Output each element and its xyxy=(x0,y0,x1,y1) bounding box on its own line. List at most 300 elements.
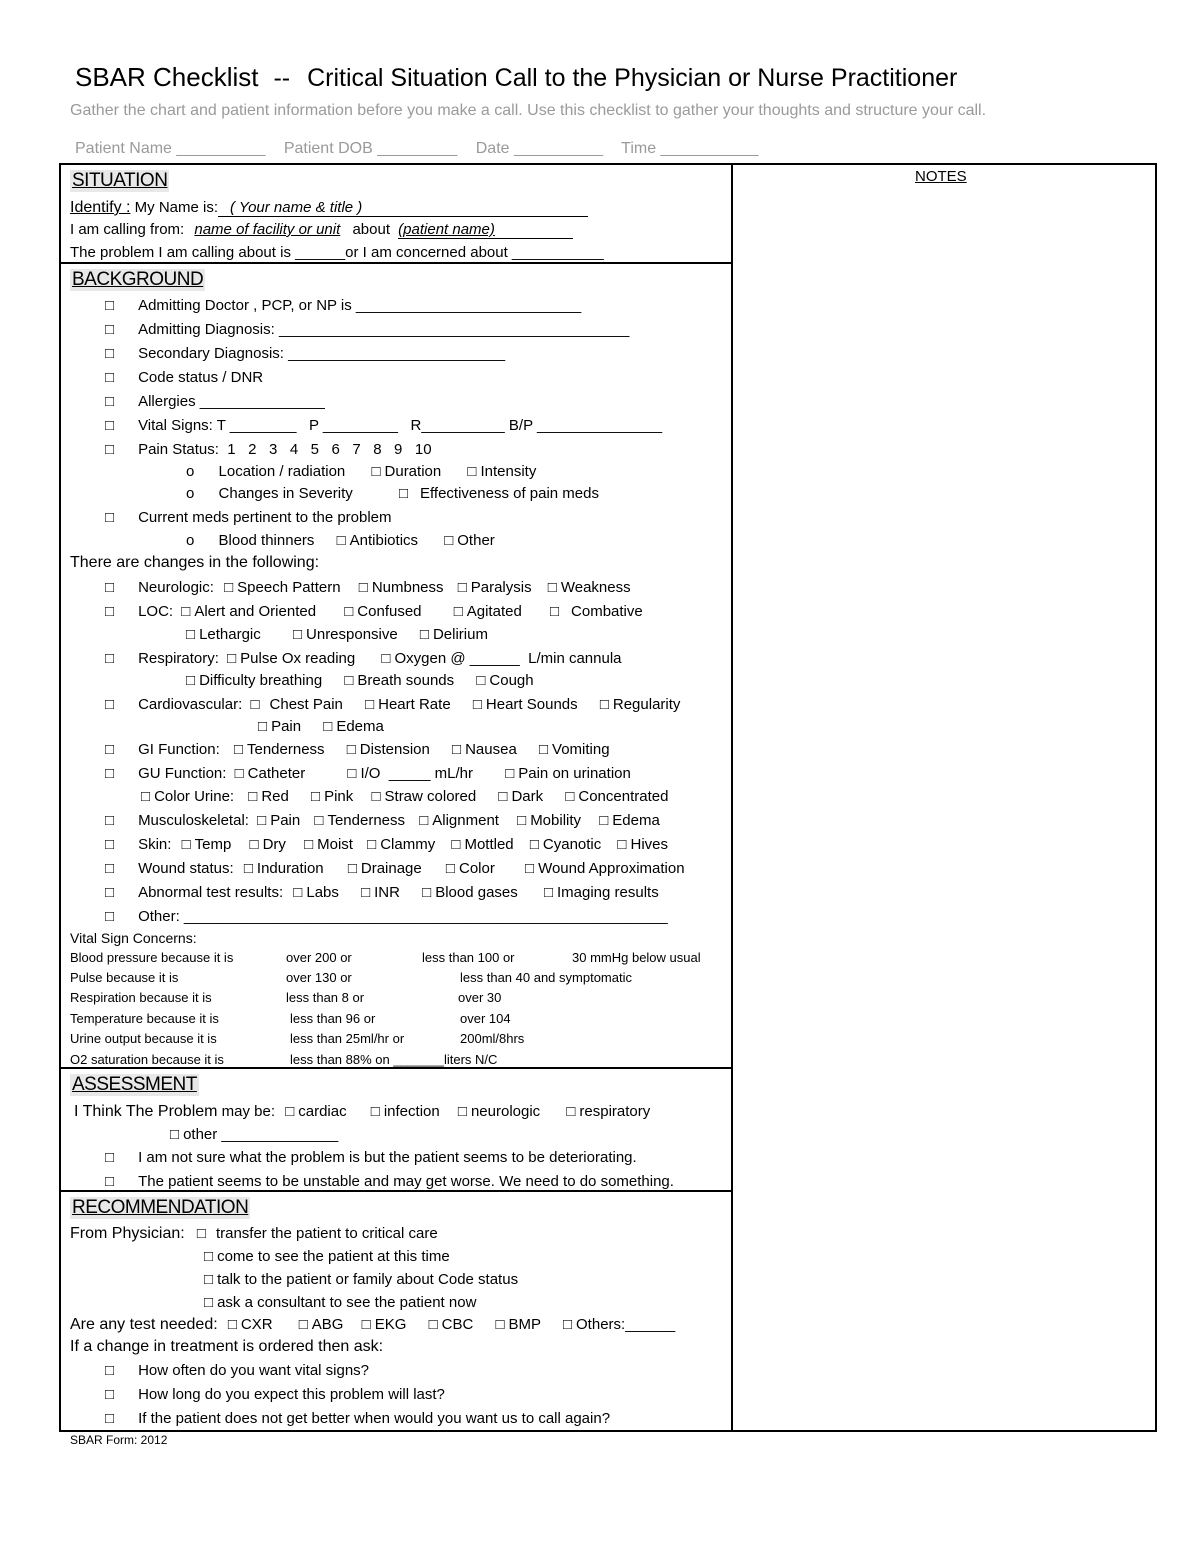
checkbox-icon[interactable] xyxy=(250,836,263,853)
test-option[interactable]: CXR xyxy=(240,1316,273,1333)
concern-cell: less than 88% on _______liters N/C xyxy=(290,1052,498,1067)
pain-intensity-option[interactable]: Intensity xyxy=(480,463,537,480)
bg-item-current-meds[interactable] xyxy=(105,509,392,526)
concern-cell: O2 saturation because it is xyxy=(70,1052,224,1067)
assessment-section xyxy=(70,1074,199,1096)
checkbox-icon[interactable] xyxy=(539,741,552,758)
bg-item-vital-signs[interactable] xyxy=(105,417,662,434)
checkbox-icon[interactable] xyxy=(344,672,357,689)
checkbox-icon[interactable] xyxy=(105,765,118,782)
checkbox-icon[interactable] xyxy=(566,1103,579,1120)
checkbox-icon[interactable] xyxy=(105,1410,118,1427)
resp-option[interactable]: Pulse Ox reading xyxy=(240,650,356,667)
wound-option[interactable]: Drainage xyxy=(360,860,422,877)
checkbox-icon[interactable] xyxy=(248,788,261,805)
checkbox-icon[interactable] xyxy=(548,579,561,596)
checkbox-icon[interactable] xyxy=(399,485,412,502)
checkbox-icon[interactable] xyxy=(347,765,360,782)
skin-option[interactable]: Cyanotic xyxy=(542,836,602,853)
checkbox-icon[interactable] xyxy=(105,1173,118,1190)
pain-status-label: Pain Status: 1 2 3 4 5 6 7 8 9 10 xyxy=(138,441,432,458)
checkbox-icon[interactable] xyxy=(348,860,361,877)
checkbox-icon[interactable] xyxy=(105,1149,118,1166)
neuro-option[interactable]: Weakness xyxy=(560,579,631,596)
concern-cell: less than 100 or xyxy=(422,950,515,965)
checkbox-icon[interactable] xyxy=(473,696,486,713)
physician-option-row xyxy=(204,1248,450,1265)
assessment-other-row xyxy=(170,1126,338,1143)
loc-option[interactable]: Combative xyxy=(571,603,643,620)
assessment-option[interactable]: cardiac xyxy=(298,1103,347,1120)
checkbox-icon[interactable] xyxy=(429,1316,442,1333)
other-label: Other: __________________________________________________________ xyxy=(138,908,668,925)
bg-item-admitting-doctor[interactable] xyxy=(105,297,581,314)
wound-option[interactable]: Wound Approximation xyxy=(538,860,685,877)
date-field[interactable]: Date __________ xyxy=(475,140,603,157)
checkbox-icon[interactable] xyxy=(204,1294,217,1311)
checkbox-icon[interactable] xyxy=(293,626,306,643)
gu-row xyxy=(105,765,631,782)
checkbox-icon[interactable] xyxy=(311,788,324,805)
assessment-other-option[interactable]: other ______________ xyxy=(183,1126,339,1143)
abnormal-option[interactable]: Imaging results xyxy=(557,884,659,901)
bullet-circle-icon: o xyxy=(186,532,195,549)
checkbox-icon[interactable] xyxy=(420,626,433,643)
name-title-value: ( Your name & title ) xyxy=(230,199,363,216)
checkbox-icon[interactable] xyxy=(105,696,118,713)
gu-option[interactable]: Catheter xyxy=(247,765,306,782)
blood-thinners-option[interactable]: Blood thinners xyxy=(218,532,315,549)
vital-concerns-table xyxy=(70,950,730,1072)
vital-concerns-row xyxy=(70,1052,730,1072)
loc-row-2 xyxy=(186,626,488,643)
code-status-label: Code status / DNR xyxy=(138,369,264,386)
abnormal-row xyxy=(105,884,659,901)
allergies-label: Allergies _______________ xyxy=(138,393,325,410)
checkbox-icon[interactable] xyxy=(544,884,557,901)
checkbox-icon[interactable] xyxy=(105,603,118,620)
checkbox-icon[interactable] xyxy=(257,812,270,829)
unstable-label: The patient seems to be unstable and may get worse. We need to do something. xyxy=(138,1173,674,1190)
urine-option[interactable]: Straw colored xyxy=(384,788,477,805)
gi-option[interactable]: Vomiting xyxy=(552,741,610,758)
checkbox-icon[interactable] xyxy=(181,603,194,620)
loc-option[interactable]: Delirium xyxy=(432,626,488,643)
checkbox-icon[interactable] xyxy=(451,836,464,853)
checkbox-icon[interactable] xyxy=(105,812,118,829)
admitting-doctor-label: Admitting Doctor , PCP, or NP is ___________________________ xyxy=(138,297,582,314)
checkbox-icon[interactable] xyxy=(186,626,199,643)
abnormal-option[interactable]: Labs xyxy=(306,884,339,901)
gi-option[interactable]: Nausea xyxy=(465,741,517,758)
bg-item-allergies[interactable] xyxy=(105,393,325,410)
checkbox-icon[interactable] xyxy=(293,884,306,901)
bg-item-other[interactable] xyxy=(105,908,668,925)
calling-from-label: I am calling from: xyxy=(70,221,185,238)
situation-heading: SITUATION xyxy=(72,170,168,191)
physician-option[interactable]: come to see the patient at this time xyxy=(217,1248,450,1265)
patient-name-field[interactable]: Patient Name __________ xyxy=(75,140,266,157)
bg-item-code-status[interactable] xyxy=(105,369,263,386)
may-be-label: may be: xyxy=(221,1103,276,1120)
checkbox-icon[interactable] xyxy=(476,672,489,689)
vital-signs-label: Vital Signs: T ________ P _________ R__________ B/P _______________ xyxy=(138,417,663,434)
identify-line xyxy=(70,199,588,217)
checkbox-icon[interactable] xyxy=(599,812,612,829)
gu-option[interactable]: Pain on urination xyxy=(518,765,631,782)
question-label: How long do you expect this problem will last? xyxy=(138,1386,445,1403)
not-sure-label: I am not sure what the problem is but the patient seems to be deteriorating. xyxy=(138,1149,637,1166)
change-heading: If a change in treatment is ordered then ask: xyxy=(70,1338,384,1355)
column-divider xyxy=(731,163,733,1430)
tests-label: Are any test needed: xyxy=(70,1316,218,1333)
gi-label: GI Function: xyxy=(138,741,220,758)
divider-situation xyxy=(59,262,733,264)
from-physician-row xyxy=(70,1225,438,1243)
skin-option[interactable]: Moist xyxy=(317,836,353,853)
abnormal-option[interactable]: INR xyxy=(374,884,400,901)
checkbox-icon[interactable] xyxy=(105,884,118,901)
concern-cell: over 130 or xyxy=(286,970,352,985)
neuro-option[interactable]: Numbness xyxy=(371,579,444,596)
vital-concerns-row xyxy=(70,1031,730,1052)
checkbox-icon[interactable] xyxy=(105,579,118,596)
skin-label: Skin: xyxy=(138,836,172,853)
recommendation-heading: RECOMMENDATION xyxy=(72,1197,249,1218)
bullet-circle-icon: o xyxy=(186,485,195,502)
checkbox-icon[interactable] xyxy=(224,579,237,596)
gi-option[interactable]: Distension xyxy=(359,741,430,758)
time-field[interactable]: Time ___________ xyxy=(621,140,759,157)
checkbox-icon[interactable] xyxy=(422,884,435,901)
checkbox-icon[interactable] xyxy=(204,1248,217,1265)
skin-row xyxy=(105,836,668,853)
loc-option[interactable]: Unresponsive xyxy=(306,626,398,643)
concern-cell: over 30 xyxy=(458,990,502,1005)
bg-item-pain-status[interactable] xyxy=(105,441,432,458)
checkbox-icon[interactable] xyxy=(105,345,118,362)
subtitle: Gather the chart and patient information before you make a call. Use this checklist to gather your thoughts and structure your call. xyxy=(70,102,987,119)
concern-cell: 200ml/8hrs xyxy=(460,1031,525,1046)
abnormal-option[interactable]: Blood gases xyxy=(435,884,518,901)
test-option[interactable]: CBC xyxy=(441,1316,474,1333)
loc-row xyxy=(105,603,643,620)
checkbox-icon[interactable] xyxy=(347,741,360,758)
concern-cell: less than 96 or xyxy=(290,1011,376,1026)
checkbox-icon[interactable] xyxy=(458,1103,471,1120)
vital-concerns-heading: Vital Sign Concerns: xyxy=(70,930,197,946)
concern-cell: Pulse because it is xyxy=(70,970,179,985)
checkbox-icon[interactable] xyxy=(530,836,543,853)
patient-name-about-field[interactable] xyxy=(398,221,573,239)
identify-text: My Name is: xyxy=(134,199,218,216)
situation-section xyxy=(70,170,169,192)
cardio-option[interactable]: Chest Pain xyxy=(269,696,343,713)
checkbox-icon[interactable] xyxy=(105,860,118,877)
question-label: If the patient does not get better when would you want us to call again? xyxy=(138,1410,611,1427)
secondary-diagnosis-label: Secondary Diagnosis: __________________________ xyxy=(138,345,506,362)
checkbox-icon[interactable] xyxy=(105,509,118,526)
cardio-option[interactable]: Pain xyxy=(271,718,302,735)
meds-sub-row xyxy=(186,532,495,549)
checkbox-icon[interactable] xyxy=(359,579,372,596)
checkbox-icon[interactable] xyxy=(182,836,195,853)
urine-option[interactable]: Dark xyxy=(511,788,544,805)
question-row[interactable] xyxy=(105,1362,369,1379)
vital-concerns-row xyxy=(70,950,730,970)
checkbox-icon[interactable] xyxy=(105,1362,118,1379)
loc-option[interactable]: Lethargic xyxy=(199,626,261,643)
checkbox-icon[interactable] xyxy=(234,741,247,758)
vital-concerns-row xyxy=(70,1011,730,1031)
concern-cell: Blood pressure because it is xyxy=(70,950,234,965)
concern-cell: less than 40 and symptomatic xyxy=(460,970,632,985)
checkbox-icon[interactable] xyxy=(365,696,378,713)
other-meds-option[interactable]: Other xyxy=(457,532,495,549)
form-footer: SBAR Form: 2012 xyxy=(70,1433,168,1447)
test-option[interactable]: EKG xyxy=(374,1316,407,1333)
physician-option[interactable]: ask a consultant to see the patient now xyxy=(217,1294,477,1311)
facility-field[interactable]: name of facility or unit xyxy=(194,221,341,238)
think-problem-row xyxy=(74,1103,650,1121)
bullet-circle-icon: o xyxy=(186,463,195,480)
test-option[interactable]: Others:______ xyxy=(576,1316,676,1333)
checkbox-icon[interactable] xyxy=(563,1316,576,1333)
unstable-row[interactable] xyxy=(105,1173,674,1190)
abnormal-label: Abnormal test results: xyxy=(138,884,284,901)
skin-option[interactable]: Mottled xyxy=(464,836,514,853)
assessment-option[interactable]: neurologic xyxy=(470,1103,541,1120)
think-label: I Think The Problem xyxy=(74,1103,218,1120)
name-title-field[interactable] xyxy=(218,199,588,217)
checkbox-icon[interactable] xyxy=(105,836,118,853)
notes-heading: NOTES xyxy=(915,168,967,185)
current-meds-label: Current meds pertinent to the problem xyxy=(138,509,392,526)
question-row[interactable] xyxy=(105,1410,610,1427)
loc-option[interactable]: Agitated xyxy=(466,603,522,620)
checkbox-icon[interactable] xyxy=(367,836,380,853)
skin-option[interactable]: Temp xyxy=(194,836,232,853)
checkbox-icon[interactable] xyxy=(495,1316,508,1333)
pain-duration-option[interactable]: Duration xyxy=(384,463,442,480)
vital-concerns-row xyxy=(70,990,730,1011)
pain-sub-row-1 xyxy=(186,463,536,480)
checkbox-icon[interactable] xyxy=(371,788,384,805)
checkbox-icon[interactable] xyxy=(170,1126,183,1143)
concern-cell: over 200 or xyxy=(286,950,352,965)
checkbox-icon[interactable] xyxy=(285,1103,298,1120)
checkbox-icon[interactable] xyxy=(446,860,459,877)
loc-option[interactable]: Confused xyxy=(357,603,422,620)
checkbox-icon[interactable] xyxy=(105,908,118,925)
checkbox-icon[interactable] xyxy=(105,321,118,338)
musc-label: Musculoskeletal: xyxy=(138,812,249,829)
resp-option[interactable]: Cough xyxy=(489,672,534,689)
concern-cell: less than 25ml/hr or xyxy=(290,1031,405,1046)
checkbox-icon[interactable] xyxy=(141,788,154,805)
bg-item-secondary-diagnosis[interactable] xyxy=(105,345,505,362)
notes-area[interactable] xyxy=(735,192,1151,1426)
musc-option[interactable]: Mobility xyxy=(530,812,582,829)
question-label: How often do you want vital signs? xyxy=(138,1362,370,1379)
checkbox-icon[interactable] xyxy=(517,812,530,829)
skin-option[interactable]: Dry xyxy=(262,836,286,853)
cardio-option[interactable]: Heart Sounds xyxy=(485,696,578,713)
urine-option[interactable]: Pink xyxy=(324,788,354,805)
color-urine-label: Color Urine: xyxy=(154,788,235,805)
concern-cell: over 104 xyxy=(460,1011,511,1026)
about-value: (patient name) xyxy=(398,221,495,238)
checkbox-icon[interactable] xyxy=(458,579,471,596)
musc-option[interactable]: Tenderness xyxy=(327,812,406,829)
checkbox-icon[interactable] xyxy=(244,860,257,877)
checkbox-icon[interactable] xyxy=(314,812,327,829)
loc-option[interactable]: Alert and Oriented xyxy=(194,603,317,620)
concern-cell: Urine output because it is xyxy=(70,1031,217,1046)
assessment-option[interactable]: infection xyxy=(383,1103,440,1120)
title-separator: -- xyxy=(273,64,291,92)
changes-heading: There are changes in the following: xyxy=(70,554,320,571)
checkbox-icon[interactable] xyxy=(371,463,384,480)
checkbox-icon[interactable] xyxy=(337,532,350,549)
pain-sub-row-2 xyxy=(186,485,599,502)
tests-row xyxy=(70,1316,675,1334)
musc-option[interactable]: Alignment xyxy=(432,812,499,829)
cardio-option[interactable]: Heart Rate xyxy=(378,696,451,713)
checkbox-icon[interactable] xyxy=(617,836,630,853)
identify-label: Identify : xyxy=(70,199,131,216)
cardio-option[interactable]: Edema xyxy=(336,718,384,735)
skin-option[interactable]: Hives xyxy=(630,836,668,853)
checkbox-icon[interactable] xyxy=(361,884,374,901)
admitting-diagnosis-label: Admitting Diagnosis: __________________________________________ xyxy=(138,321,630,338)
checkbox-icon[interactable] xyxy=(467,463,480,480)
resp-option[interactable]: Difficulty breathing xyxy=(199,672,323,689)
from-physician-label: From Physician: xyxy=(70,1225,185,1242)
checkbox-icon[interactable] xyxy=(227,650,240,667)
urine-option[interactable]: Red xyxy=(261,788,289,805)
neuro-option[interactable]: Paralysis xyxy=(470,579,532,596)
checkbox-icon[interactable] xyxy=(600,696,613,713)
checkbox-icon[interactable] xyxy=(197,1225,210,1242)
assessment-option[interactable]: respiratory xyxy=(579,1103,651,1120)
physician-option[interactable]: talk to the patient or family about Code status xyxy=(217,1271,519,1288)
about-label: about xyxy=(352,221,390,238)
cardio-option[interactable]: Regularity xyxy=(612,696,681,713)
checkbox-icon[interactable] xyxy=(454,603,467,620)
gu-option[interactable]: I/O _____ mL/hr xyxy=(360,765,474,782)
checkbox-icon[interactable] xyxy=(105,650,118,667)
not-sure-row[interactable] xyxy=(105,1149,637,1166)
resp-row-2 xyxy=(186,672,534,689)
test-option[interactable]: BMP xyxy=(508,1316,541,1333)
concern-cell: less than 8 or xyxy=(286,990,365,1005)
cardio-row xyxy=(105,696,680,713)
concern-cell: 30 mmHg below usual xyxy=(572,950,701,965)
pain-location-option[interactable]: Location / radiation xyxy=(218,463,346,480)
cardio-label: Cardiovascular: xyxy=(138,696,243,713)
divider-assessment xyxy=(59,1190,733,1192)
musc-option[interactable]: Edema xyxy=(612,812,660,829)
background-section xyxy=(70,269,205,291)
checkbox-icon[interactable] xyxy=(505,765,518,782)
physician-option[interactable]: transfer the patient to critical care xyxy=(215,1225,438,1242)
gi-option[interactable]: Tenderness xyxy=(247,741,325,758)
checkbox-icon[interactable] xyxy=(371,1103,384,1120)
checkbox-icon[interactable] xyxy=(105,297,118,314)
patient-info-row xyxy=(75,140,772,158)
checkbox-icon[interactable] xyxy=(565,788,578,805)
checkbox-icon[interactable] xyxy=(344,603,357,620)
checkbox-icon[interactable] xyxy=(452,741,465,758)
bg-item-admitting-diagnosis[interactable] xyxy=(105,321,629,338)
pain-severity-option[interactable]: Changes in Severity xyxy=(218,485,353,502)
gu-label: GU Function: xyxy=(138,765,227,782)
checkbox-icon[interactable] xyxy=(250,696,263,713)
concern-cell: Temperature because it is xyxy=(70,1011,219,1026)
checkbox-icon[interactable] xyxy=(258,718,271,735)
neuro-row xyxy=(105,579,631,596)
checkbox-icon[interactable] xyxy=(498,788,511,805)
checkbox-icon[interactable] xyxy=(105,741,118,758)
wound-option[interactable]: Color xyxy=(458,860,495,877)
test-option[interactable]: ABG xyxy=(311,1316,344,1333)
checkbox-icon[interactable] xyxy=(186,672,199,689)
question-row[interactable] xyxy=(105,1386,445,1403)
wound-option[interactable]: Induration xyxy=(256,860,324,877)
urine-option[interactable]: Concentrated xyxy=(578,788,669,805)
checkbox-icon[interactable] xyxy=(381,650,394,667)
patient-dob-field[interactable]: Patient DOB _________ xyxy=(283,140,458,157)
checkbox-icon[interactable] xyxy=(105,1386,118,1403)
checkbox-icon[interactable] xyxy=(105,417,118,434)
pain-meds-option[interactable]: Effectiveness of pain meds xyxy=(420,485,599,502)
checkbox-icon[interactable] xyxy=(444,532,457,549)
oxygen-option[interactable]: Oxygen @ ______ L/min cannula xyxy=(394,650,622,667)
checkbox-icon[interactable] xyxy=(105,369,118,386)
checkbox-icon[interactable] xyxy=(323,718,336,735)
assessment-heading: ASSESSMENT xyxy=(72,1074,197,1095)
antibiotics-option[interactable]: Antibiotics xyxy=(349,532,419,549)
checkbox-icon[interactable] xyxy=(105,441,118,458)
checkbox-icon[interactable] xyxy=(235,765,248,782)
neuro-option[interactable]: Speech Pattern xyxy=(237,579,341,596)
musc-row xyxy=(105,812,660,829)
checkbox-icon[interactable] xyxy=(419,812,432,829)
checkbox-icon[interactable] xyxy=(304,836,317,853)
checkbox-icon[interactable] xyxy=(362,1316,375,1333)
checkbox-icon[interactable] xyxy=(204,1271,217,1288)
checkbox-icon[interactable] xyxy=(228,1316,241,1333)
checkbox-icon[interactable] xyxy=(525,860,538,877)
checkbox-icon[interactable] xyxy=(299,1316,312,1333)
problem-line[interactable]: The problem I am calling about is ______or I am concerned about ___________ xyxy=(70,244,604,261)
loc-label: LOC: xyxy=(138,603,174,620)
page-title xyxy=(75,62,957,93)
checkbox-icon[interactable] xyxy=(550,603,563,620)
concern-cell: Respiration because it is xyxy=(70,990,212,1005)
skin-option[interactable]: Clammy xyxy=(380,836,436,853)
resp-row xyxy=(105,650,622,667)
gu-row-2 xyxy=(141,788,668,805)
resp-option[interactable]: Breath sounds xyxy=(357,672,455,689)
musc-option[interactable]: Pain xyxy=(270,812,301,829)
checkbox-icon[interactable] xyxy=(105,393,118,410)
recommendation-section xyxy=(70,1197,250,1219)
title-right: Critical Situation Call to the Physician or Nurse Practitioner xyxy=(307,64,958,92)
physician-option-row xyxy=(204,1271,518,1288)
background-heading: BACKGROUND xyxy=(72,269,204,290)
